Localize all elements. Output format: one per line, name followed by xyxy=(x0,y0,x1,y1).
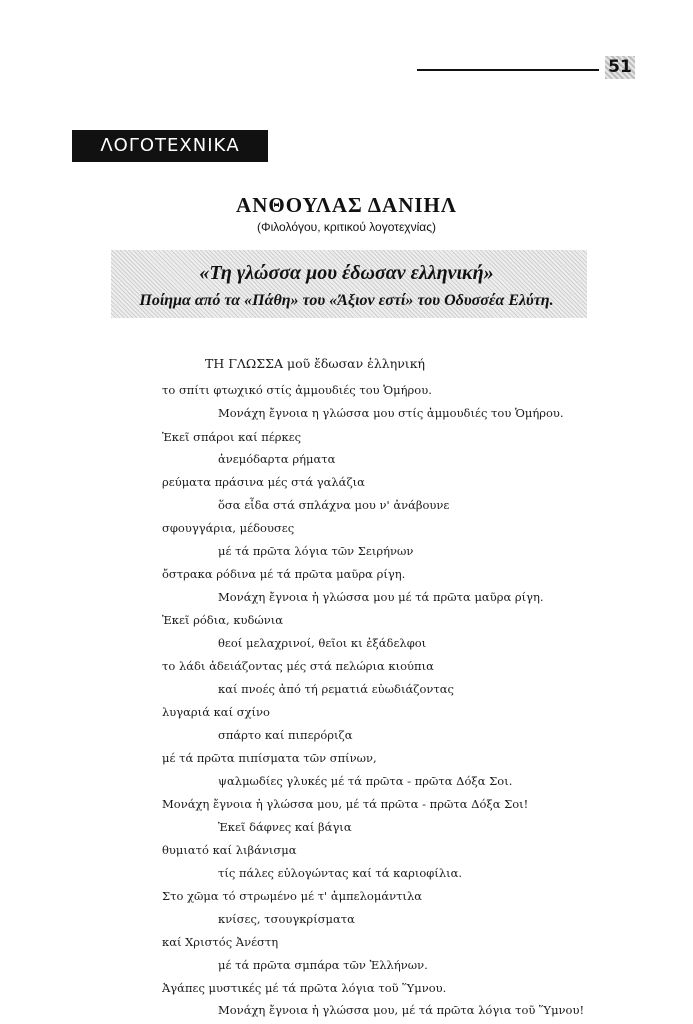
poem-line: σφουγγάρια, μέδουσες xyxy=(162,521,295,535)
poem-subtitle: Ποίημα από τα «Πάθη» του «Άξιον εστί» του Οδυσσέα Ελύτη. xyxy=(139,292,554,309)
poem-line: ὄστρακα ρόδινα μέ τά πρῶτα μαῦρα ρίγη. xyxy=(162,567,406,581)
poem-line: θυμιατό καί λιβάνισμα xyxy=(162,843,297,857)
poem-line: Στο χῶμα τό στρωμένο μέ τ' ἀμπελομάντιλα xyxy=(162,889,422,903)
poem-line: τίς πάλες εὐλογώντας καί τά καριοφίλια. xyxy=(218,866,463,880)
poem-line: σπάρτο καί πιπερόριζα xyxy=(218,728,353,742)
poem-line: ὅσα εἶδα στά σπλάχνα μου ν' ἀνάβουνε xyxy=(218,498,450,512)
header-rule xyxy=(417,69,599,71)
section-label: ΛΟΓΟΤΕΧΝΙΚΑ xyxy=(72,130,268,162)
poem-line: Ἐκεῖ σπάροι καί πέρκες xyxy=(162,430,302,444)
poem-title: «Τη γλώσσα μου έδωσαν ελληνική» xyxy=(199,262,494,284)
poem-line: το σπίτι φτωχικό στίς ἀμμουδιές του Ὁμήρου. xyxy=(162,383,432,397)
poem-line: Ἐκεῖ ρόδια, κυδώνια xyxy=(162,613,284,627)
poem-line: κνίσες, τσουγκρίσματα xyxy=(218,912,355,926)
poem-line: Ἀγάπες μυστικές μέ τά πρῶτα λόγια τοῦ Ὕμνου. xyxy=(162,981,447,995)
poem-line: ρεύματα πράσινα μές στά γαλάζια xyxy=(162,475,365,489)
poem-line: θεοί μελαχρινοί, θεῖοι κι ἐξάδελφοι xyxy=(218,636,427,650)
poem-line: Μονάχη ἔγνοια ἡ γλώσσα μου, μέ τά πρῶτα - πρῶτα Δόξα Σοι! xyxy=(162,797,529,811)
poem-line: ἀνεμόδαρτα ρήματα xyxy=(218,452,336,466)
poem-line: Μονάχη ἔγνοια ἡ γλώσσα μου, μέ τά πρῶτα λόγια τοῦ Ὕμνου! xyxy=(218,1003,585,1017)
poem-line: Ἐκεῖ δάφνες καί βάγια xyxy=(218,820,352,834)
author-role: (Φιλολόγου, κριτικού λογοτεχνίας) xyxy=(257,220,436,234)
page-number: 51 xyxy=(605,56,635,79)
poem-line: το λάδι ἀδειάζοντας μές στά πελώρια κιούπια xyxy=(162,659,434,673)
poem-line: λυγαριά καί σχίνο xyxy=(162,705,270,719)
author-name: ΑΝΘΟΥΛΑΣ ΔΑΝΙΗΛ xyxy=(236,193,457,217)
poem-line: μέ τά πρῶτα σμπάρα τῶν Ἑλλήνων. xyxy=(218,958,428,972)
poem-line: Μονάχη ἔγνοια ἡ γλώσσα μου μέ τά πρῶτα μαῦρα ρίγη. xyxy=(218,590,544,604)
poem-line: ΤΗ ΓΛΩΣΣΑ μοῦ ἔδωσαν ἑλληνική xyxy=(205,356,425,371)
poem-line: ψαλμωδίες γλυκές μέ τά πρῶτα - πρῶτα Δόξα Σοι. xyxy=(218,774,513,788)
poem-line: μέ τά πρῶτα λόγια τῶν Σειρήνων xyxy=(218,544,414,558)
poem-line: καί πνοές ἀπό τή ρεματιά εὐωδιάζοντας xyxy=(218,682,454,696)
poem-line: Μονάχη ἔγνοια η γλώσσα μου στίς ἀμμουδιές του Ὁμήρου. xyxy=(218,406,564,420)
poem-line: μέ τά πρῶτα πιπίσματα τῶν σπίνων, xyxy=(162,751,377,765)
poem-line: καί Χριστός Ἀνέστη xyxy=(162,935,279,949)
